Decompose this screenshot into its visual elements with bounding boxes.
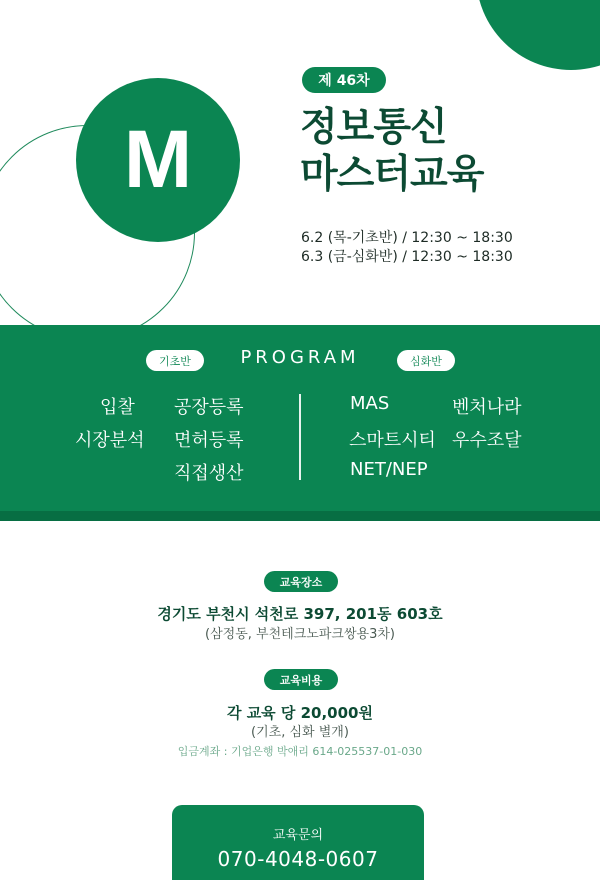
cost-badge: 교육비용 <box>264 669 338 690</box>
page-title <box>300 104 580 198</box>
location-address-detail: (삼정동, 부천테크노파크쌍용3차) <box>205 627 395 642</box>
program-item-net-nep: NET/NEP <box>350 459 428 480</box>
schedule-advanced: 6.3 (금-심화반) / 12:30 ~ 18:30 <box>301 249 513 265</box>
advanced-course-badge: 심화반 <box>397 350 455 371</box>
contact-phone[interactable]: 070-4048-0607 <box>217 847 379 871</box>
logo-letter: M <box>123 114 193 205</box>
program-item-market-analysis: 시장분석 <box>75 430 145 451</box>
cost-price-note: (기초, 심화 별개) <box>251 725 349 740</box>
basic-course-badge: 기초반 <box>146 350 204 371</box>
title-line-2: 마스터교육 <box>300 152 484 197</box>
schedule <box>301 229 591 267</box>
contact-box <box>172 805 424 880</box>
program-divider <box>299 394 301 480</box>
logo-badge <box>76 78 240 242</box>
decorative-circle-top-right <box>476 0 600 70</box>
location-badge: 교육장소 <box>264 571 338 592</box>
edition-badge: 제 46차 <box>302 67 386 93</box>
program-item-direct-production: 직접생산 <box>174 463 244 484</box>
title-line-1: 정보통신 <box>300 105 447 150</box>
program-item-venture-nara: 벤처나라 <box>452 397 522 418</box>
program-item-factory-registration: 공장등록 <box>174 397 244 418</box>
program-title: PROGRAM <box>240 347 360 368</box>
program-item-smart-city: 스마트시티 <box>349 430 436 451</box>
program-item-license-registration: 면허등록 <box>174 430 244 451</box>
contact-label: 교육문의 <box>272 828 324 843</box>
schedule-basic: 6.2 (목-기초반) / 12:30 ~ 18:30 <box>301 230 513 246</box>
program-item-mas: MAS <box>350 393 390 414</box>
program-item-bid: 입찰 <box>100 397 135 418</box>
program-section-footer-bar <box>0 511 600 521</box>
bank-account: 입금계좌 : 기업은행 박애리 614-025537-01-030 <box>177 745 423 758</box>
location-address: 경기도 부천시 석천로 397, 201동 603호 <box>157 605 443 623</box>
cost-price: 각 교육 당 20,000원 <box>226 704 373 722</box>
program-item-excellent-procurement: 우수조달 <box>452 430 522 451</box>
